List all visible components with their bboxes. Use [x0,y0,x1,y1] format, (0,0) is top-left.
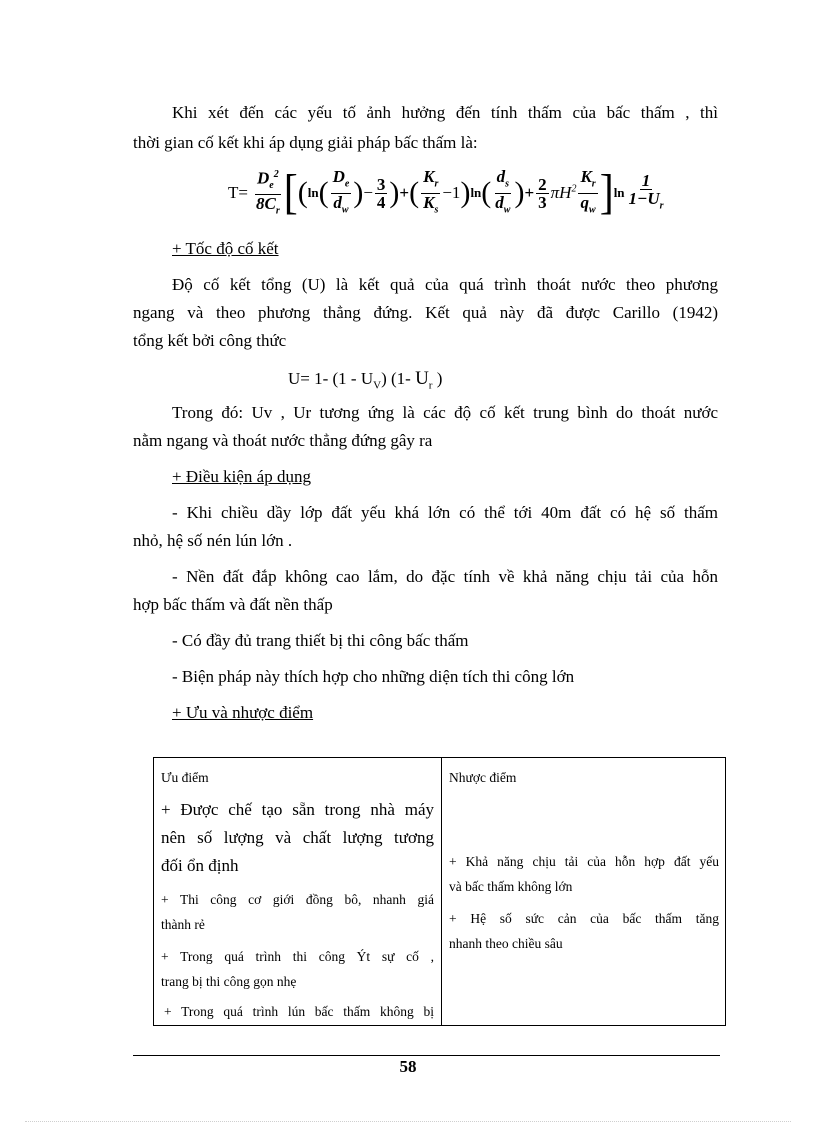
condition-3: - Có đầy đủ trang thiết bị thi công bấc thấm [172,631,469,650]
condition-2-line-2: hợp bấc thấm và đất nền thấp [133,595,333,614]
formula-two-thirds: $\frac{2}{3}$ [538,174,547,212]
heading-conditions: + Điều kiện áp dụng [172,467,311,486]
footer-rule [133,1055,720,1056]
formula-final-fraction: $\frac{1}{1-U_r}$ [628,170,664,212]
pros-cons-table [153,757,726,1026]
condition-4: - Biện pháp này thích hợp cho những diện tích thi công lớn [172,667,575,686]
advantage-3-line-2: trang bị thi công gọn nhẹ [161,974,297,989]
condition-2-line-1: - Nền đất đắp không cao lắm, do đặc tính về khả năng chịu tải của hỗn [172,567,718,586]
heading-pros-cons: + Ưu và nhược điểm [172,703,314,722]
advantage-1-line-1: + Được chế tạo sẵn trong nhà máy [161,800,434,819]
formula-de-dw-fraction: $\frac{D_e}{d_w}$ [332,167,350,215]
formula-total-degree: U= 1- $(1 - U_V)$ (1- $U_r$ ) [288,368,443,392]
disadvantage-1-line-2: và bấc thấm không lớn [449,879,573,894]
formula-lhs: T= [228,183,248,202]
formula-consolidation-time: T= $\frac{D_e^2}{8C_r}$ [ ( ln ( $\frac{D_e}{d_w}$ ) − $\frac{3}{4}$ ) + ( $\frac{K_r}{K_s}$ −1 ) ln ( $\frac{d_s}{d_w}$ ) + $\frac{2}{3}$ $\pi H^2$ $\frac{K_r}{q_w}$ ] ln $\frac{1}{1-U_r}$ [228,166,664,220]
advantage-4-line-1: + Trong quá trình lún bấc thấm không bị [164,1004,434,1019]
formula-k-q-fraction: $\frac{K_r}{q_w}$ [580,167,596,215]
disadvantage-1-line-1: + Khả năng chịu tải của hỗn hợp đất yếu [449,854,719,869]
where-line-1: Trong đó: Uv , Ur tương ứng là các độ cố kết trung bình do thoát nước [172,403,718,422]
advantage-1-line-3: đối ổn định [161,856,239,875]
condition-1-line-2: nhỏ, hệ số nén lún lớn . [133,531,293,550]
heading-consolidation-rate: + Tốc độ cố kết [172,239,279,258]
intro-line-2: thời gian cố kết khi áp dụng giải pháp bấc thấm là: [133,133,478,152]
disadvantage-2-line-2: nhanh theo chiều sâu [449,936,563,951]
page-bottom-border [25,1121,791,1122]
disadvantage-2-line-1: + Hệ số sức cản của bấc thấm tăng [449,911,719,926]
table-header-advantages: Ưu điểm [161,770,209,785]
advantage-1-line-2: nên số lượng và chất lượng tương [161,828,434,847]
where-line-2: nằm ngang và thoát nước thẳng đứng gây ra [133,431,433,450]
formula-ds-dw-fraction: $\frac{d_s}{d_w}$ [495,167,511,215]
formula-three-quarters: $\frac{3}{4}$ [376,174,386,212]
table-header-disadvantages: Nhược điểm [449,770,517,785]
condition-1-line-1: - Khi chiều dầy lớp đất yếu khá lớn có thể tới 40m đất có hệ số thấm [172,503,718,522]
consolidation-line-2: ngang và theo phương thẳng đứng. Kết quả này đã được Carillo (1942) [133,303,718,322]
intro-line-1: Khi xét đến các yếu tố ảnh hưởng đến tính thấm của bấc thấm , thì [172,103,718,122]
page-number: 58 [399,1057,417,1076]
consolidation-line-3: tổng kết bởi công thức [133,331,287,350]
advantage-2-line-2: thành rẻ [161,917,205,932]
formula-k-ratio: $\frac{K_r}{K_s}$ [423,167,439,215]
advantage-2-line-1: + Thi công cơ giới đồng bô, nhanh giá [161,892,434,907]
formula-coef-fraction: $\frac{D_e^2}{8C_r}$ [254,166,282,219]
consolidation-line-1: Độ cố kết tổng (U) là kết quả của quá trình thoát nước theo phương [172,275,718,294]
advantage-3-line-1: + Trong quá trình thi công Ýt sự cố , [161,949,434,964]
